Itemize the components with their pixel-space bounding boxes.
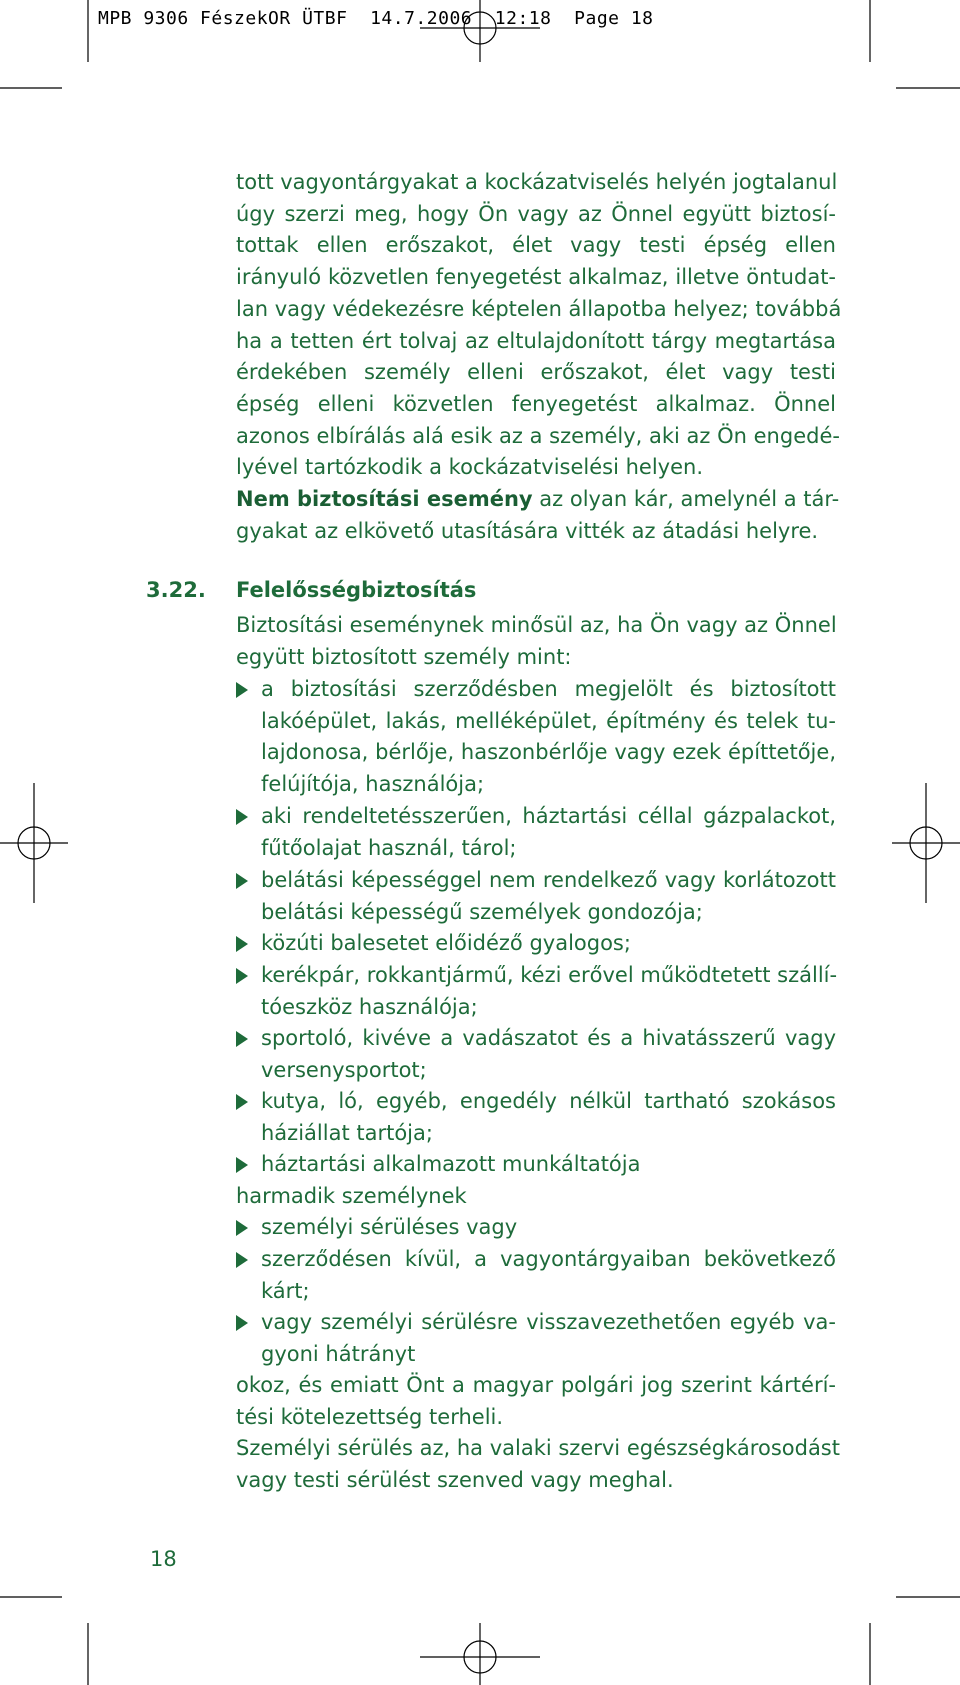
text-line: Személyi sérülés az, ha valaki szervi egészségkárosodást <box>236 1436 840 1461</box>
text-line: lakóépület, lakás, melléképület, építmény és telek tu- <box>261 708 836 733</box>
closing-paragraph <box>236 1370 840 1497</box>
text-line: háziállat tartója; <box>261 1120 433 1145</box>
text-line: belátási képességgel nem rendelkező vagy korlátozott <box>261 868 836 892</box>
list-item <box>236 801 836 864</box>
triangle-bullet-icon <box>236 1220 248 1236</box>
text-line: személyi sérüléses vagy <box>261 1215 518 1239</box>
text-line: vagy testi sérülést szenved vagy meghal. <box>236 1468 674 1493</box>
text-line: kutya, ló, egyéb, engedély nélkül tartható szokásos <box>261 1089 836 1113</box>
text-line: Biztosítási eseménynek minősül az, ha Ön vagy az Önnel <box>236 613 837 637</box>
text-line: gyoni hátrányt <box>261 1341 416 1366</box>
text-line: kárt; <box>261 1278 310 1303</box>
list-item <box>236 1149 836 1181</box>
text-line: lyével tartózkodik a kockázatviselési helyen. <box>236 455 704 480</box>
exclusion-term: Nem biztosítási esemény <box>236 487 533 511</box>
exclusion-text: az olyan kár, amelynél a tár- <box>532 487 840 511</box>
text-line: szerződésen kívül, a vagyontárgyaiban bekövetkező <box>261 1247 836 1271</box>
text-line: aki rendeltetésszerűen, háztartási céllal gázpalackot, <box>261 804 836 828</box>
text-line: tóeszköz használója; <box>261 994 478 1019</box>
text-line: lajdonosa, bérlője, haszonbérlője vagy ezek építtetője, <box>261 740 836 765</box>
triangle-bullet-icon <box>236 1094 248 1110</box>
text-line: úgy szerzi meg, hogy Ön vagy az Önnel együtt biztosí- <box>236 201 836 226</box>
section-title: Felelősségbiztosítás <box>236 578 477 602</box>
print-slug: MPB 9306 FészekOR ÜTBF 14.7.2006 12:18 Page 18 <box>98 8 654 29</box>
triangle-bullet-icon <box>236 809 248 825</box>
text-line: háztartási alkalmazott munkáltatója <box>261 1152 641 1176</box>
text-line: kerékpár, rokkantjármű, kézi erővel működtetett szállí- <box>261 963 838 987</box>
registration-mark-left <box>0 783 68 903</box>
triangle-bullet-icon <box>236 1252 248 1268</box>
text-line: közúti balesetet előidéző gyalogos; <box>261 931 631 955</box>
triangle-bullet-icon <box>236 936 248 952</box>
triangle-bullet-icon <box>236 1031 248 1047</box>
text-line: azonos elbírálás alá esik az a személy, aki az Ön engedé- <box>236 423 840 448</box>
page-number: 18 <box>150 1547 177 1571</box>
text-line: tési kötelezettség terheli. <box>236 1404 504 1429</box>
exclusion-paragraph <box>236 484 840 547</box>
text-line <box>236 484 840 516</box>
list-item <box>236 674 836 801</box>
triangle-bullet-icon <box>236 968 248 984</box>
list-item <box>236 1307 836 1370</box>
text-line: gyakat az elkövető utasítására vitték az átadási helyre. <box>236 518 819 543</box>
text-line: fűtőolajat használ, tárol; <box>261 835 517 860</box>
registration-mark-bottom <box>420 1623 540 1685</box>
text-line: lan vagy védekezésre képtelen állapotba helyez; továbbá <box>236 296 842 321</box>
triangle-bullet-icon <box>236 682 248 698</box>
list-item <box>236 960 836 1023</box>
text-line: vagy személyi sérülésre visszavezethetően egyéb va- <box>261 1310 836 1334</box>
text-line: tottak ellen erőszakot, élet vagy testi épség ellen <box>236 233 836 258</box>
third-party-label <box>236 1181 836 1213</box>
text-line: a biztosítási szerződésben megjelölt és biztosított <box>261 677 836 701</box>
list-item <box>236 865 836 928</box>
text-line: belátási képességű személyek gondozója; <box>261 899 703 924</box>
list-item <box>236 1244 836 1307</box>
section-intro <box>236 610 836 673</box>
list-item <box>236 928 836 960</box>
text-line: sportoló, kivéve a vadászatot és a hivatásszerű vagy <box>261 1026 836 1050</box>
text-line: tott vagyontárgyakat a kockázatviselés helyén jogtalanul <box>236 170 838 194</box>
intro-paragraph <box>236 167 842 484</box>
text-line: versenysportot; <box>261 1057 427 1082</box>
text-line: érdekében személy elleni erőszakot, élet vagy testi <box>236 360 836 385</box>
text-line: együtt biztosított személy mint: <box>236 644 572 669</box>
triangle-bullet-icon <box>236 1315 248 1331</box>
list-item <box>236 1212 836 1244</box>
text-line: ha a tetten ért tolvaj az eltulajdonított tárgy megtartása <box>236 328 836 353</box>
registration-mark-right <box>892 783 960 903</box>
list-item <box>236 1023 836 1086</box>
list-item <box>236 1086 836 1149</box>
text-line: épség elleni közvetlen fenyegetést alkalmaz. Önnel <box>236 391 836 416</box>
section-number: 3.22. <box>146 578 206 602</box>
text-line: okoz, és emiatt Önt a magyar polgári jog szerint kártérí- <box>236 1373 836 1397</box>
text-line: felújítója, használója; <box>261 772 485 797</box>
triangle-bullet-icon <box>236 1157 248 1173</box>
text-line: irányuló közvetlen fenyegetést alkalmaz, illetve öntudat- <box>236 265 836 290</box>
text-line: harmadik személynek <box>236 1184 467 1208</box>
triangle-bullet-icon <box>236 873 248 889</box>
